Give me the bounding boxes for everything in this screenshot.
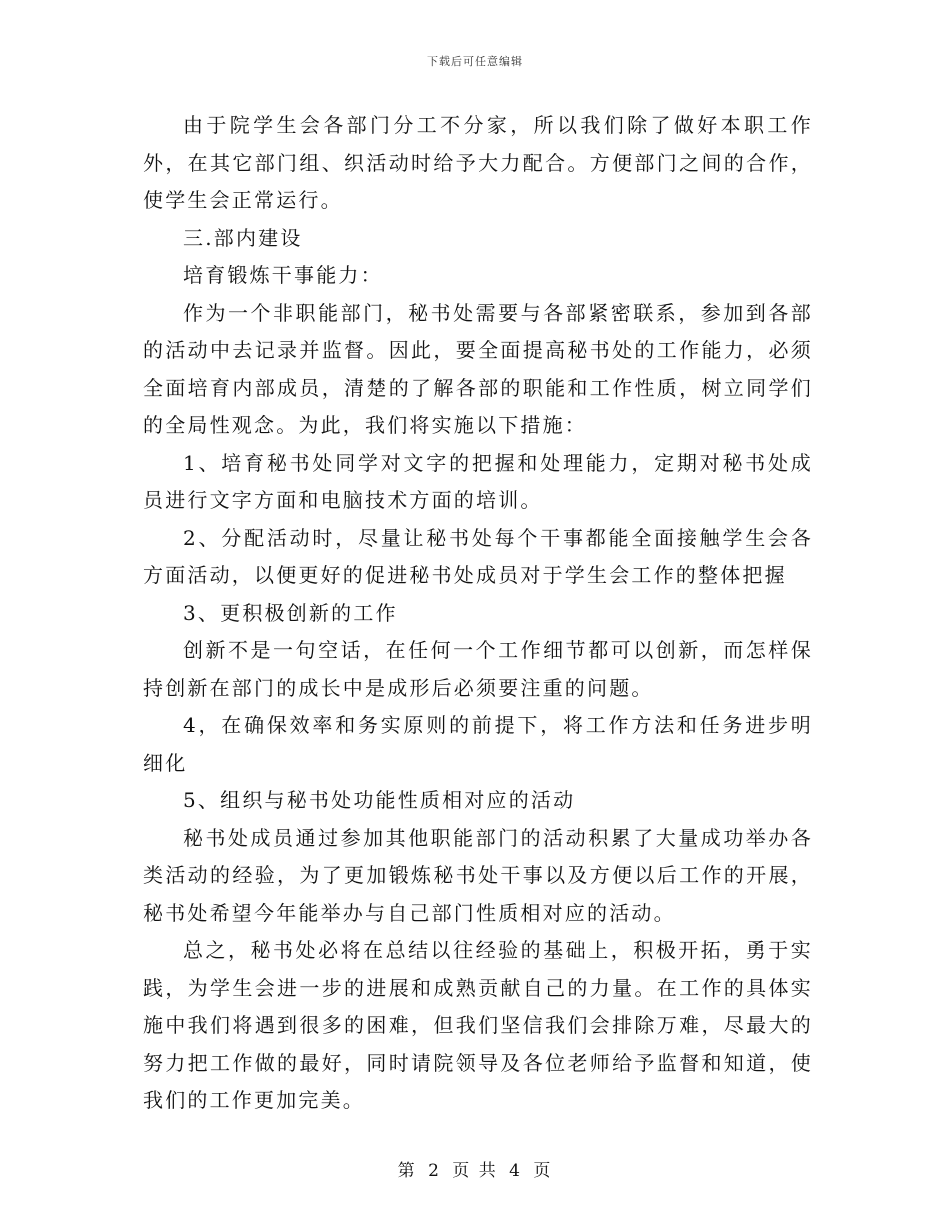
list-item-5: 5、组织与秘书处功能性质相对应的活动	[183, 788, 576, 812]
section-heading-internal-building: 三.部内建设	[183, 225, 303, 250]
page-prefix: 第	[397, 1161, 417, 1181]
list-item-4: 4，在确保效率和务实原则的前提下，将工作方法和任务进步明细化	[143, 713, 813, 775]
page-current: 2	[428, 1161, 441, 1181]
paragraph-conclusion: 总之，秘书处必将在总结以往经验的基础上，积极开拓，勇于实践，为学生会进一步的进展和成熟贡献自己的力量。在工作的具体实施中我们将遇到很多的困难，但我们坚信我们会排除万难，尽最大的努力把工作做的最好，同时请院领导及各位老师给予监督和知道，使我们的工作更加完美。	[143, 938, 813, 1112]
page-total: 4	[509, 1161, 522, 1181]
paragraph-innovation: 创新不是一句空话，在任何一个工作细节都可以创新，而怎样保持创新在部门的成长中是成形后必须要注重的问题。	[143, 638, 813, 700]
document-body	[143, 107, 813, 1120]
page-suffix: 页	[533, 1161, 553, 1181]
paragraph-activities: 秘书处成员通过参加其他职能部门的活动积累了大量成功举办各类活动的经验，为了更加锻炼秘书处干事以及方便以后工作的开展，秘书处希望今年能举办与自己部门性质相对应的活动。	[143, 825, 813, 925]
paragraph-non-functional-dept: 作为一个非职能部门，秘书处需要与各部紧密联系，参加到各部的活动中去记录并监督。因此，要全面提高秘书处的工作能力，必须全面培育内部成员，清楚的了解各部的职能和工作性质，树立同学们的全局性观念。为此，我们将实施以下措施：	[143, 300, 813, 437]
subheading-train-staff: 培育锻炼干事能力：	[183, 263, 383, 287]
page-middle: 页 共	[452, 1161, 498, 1181]
paragraph-cooperation: 由于院学生会各部门分工不分家，所以我们除了做好本职工作外，在其它部门组、织活动时给予大力配合。方便部门之间的合作，使学生会正常运行。	[143, 113, 813, 212]
list-item-2: 2、分配活动时，尽量让秘书处每个干事都能全面接触学生会各方面活动，以便更好的促进秘书处成员对于学生会工作的整体把握	[143, 525, 813, 587]
list-item-1: 1、培育秘书处同学对文字的把握和处理能力，定期对秘书处成员进行文字方面和电脑技术方面的培训。	[143, 450, 813, 512]
list-item-3: 3、更积极创新的工作	[183, 600, 398, 625]
page-header: 下载后可任意编辑	[427, 55, 523, 68]
page-footer	[0, 1156, 950, 1181]
